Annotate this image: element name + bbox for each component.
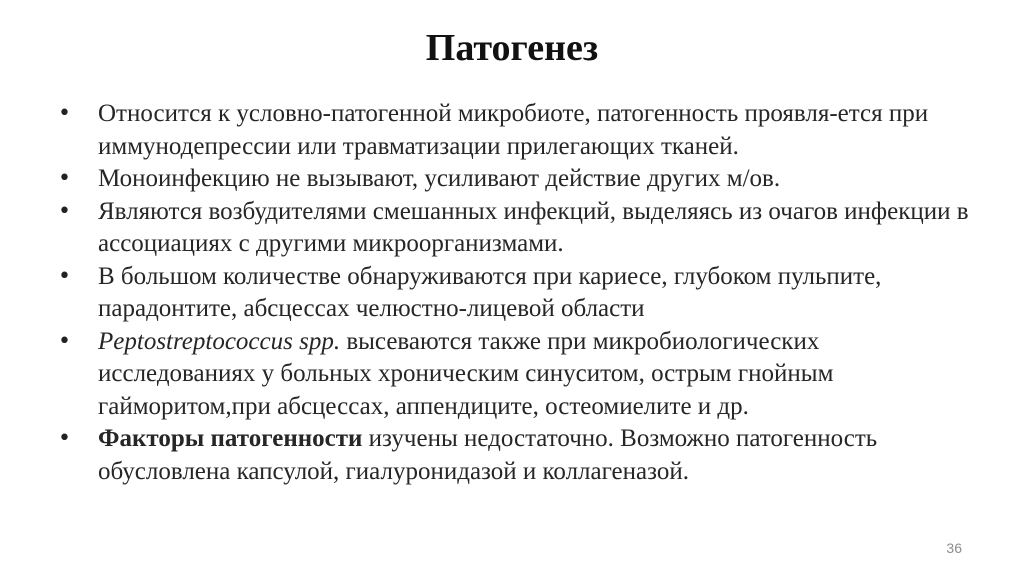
bullet-icon: • — [58, 101, 71, 126]
bullet-text — [98, 165, 780, 192]
bullet-body: Являются возбудителями смешанных инфекций, выделяясь из очагов инфекции в ассоциациях с другими микроорганизмами. — [98, 197, 969, 257]
bullet-item — [58, 196, 978, 261]
genus-name: Peptostreptococcus spp. — [98, 327, 341, 355]
bullet-list — [58, 98, 978, 488]
bullet-icon: • — [58, 198, 71, 224]
bullet-icon: • — [58, 328, 71, 354]
bullet-text — [98, 100, 928, 160]
bullet-text — [98, 263, 881, 323]
bullet-item — [58, 423, 978, 488]
bold-term: Факторы патогенности — [98, 425, 363, 452]
bullet-body: Моноинфекцию не вызывают, усиливают действие других м/ов. — [98, 165, 781, 192]
page-number: 36 — [946, 540, 962, 556]
bullet-text — [98, 425, 877, 485]
bullet-body: изучены недостаточно. Возможно патогенность обусловлена капсулой, гиалуронидазой и коллагеназой. — [98, 425, 878, 485]
bullet-icon: • — [58, 426, 71, 451]
bullet-text — [98, 328, 833, 420]
slide-title: Патогенез — [425, 27, 599, 69]
bullet-icon: • — [58, 166, 71, 191]
bullet-body: В большом количестве обнаруживаются при кариесе, глубоком пульпите, парадонтите, абсцессах челюстно-лицевой области — [98, 262, 882, 322]
bullet-item — [58, 326, 978, 424]
bullet-body: Относится к условно-патогенной микробиоте, патогенность проявля-ется при иммунодепрессии или травматизации прилегающих тканей. — [98, 100, 929, 160]
bullet-icon: • — [58, 263, 71, 289]
bullet-item — [58, 163, 978, 196]
bullet-text — [98, 198, 969, 258]
bullet-item — [58, 98, 978, 163]
bullet-body: высеваются также при микробиологических исследованиях у больных хроническим синуситом, острым гнойным гайморитом,при абсцессах, аппендиците, остеомиелите и др. — [98, 327, 834, 420]
bullet-item — [58, 261, 978, 326]
